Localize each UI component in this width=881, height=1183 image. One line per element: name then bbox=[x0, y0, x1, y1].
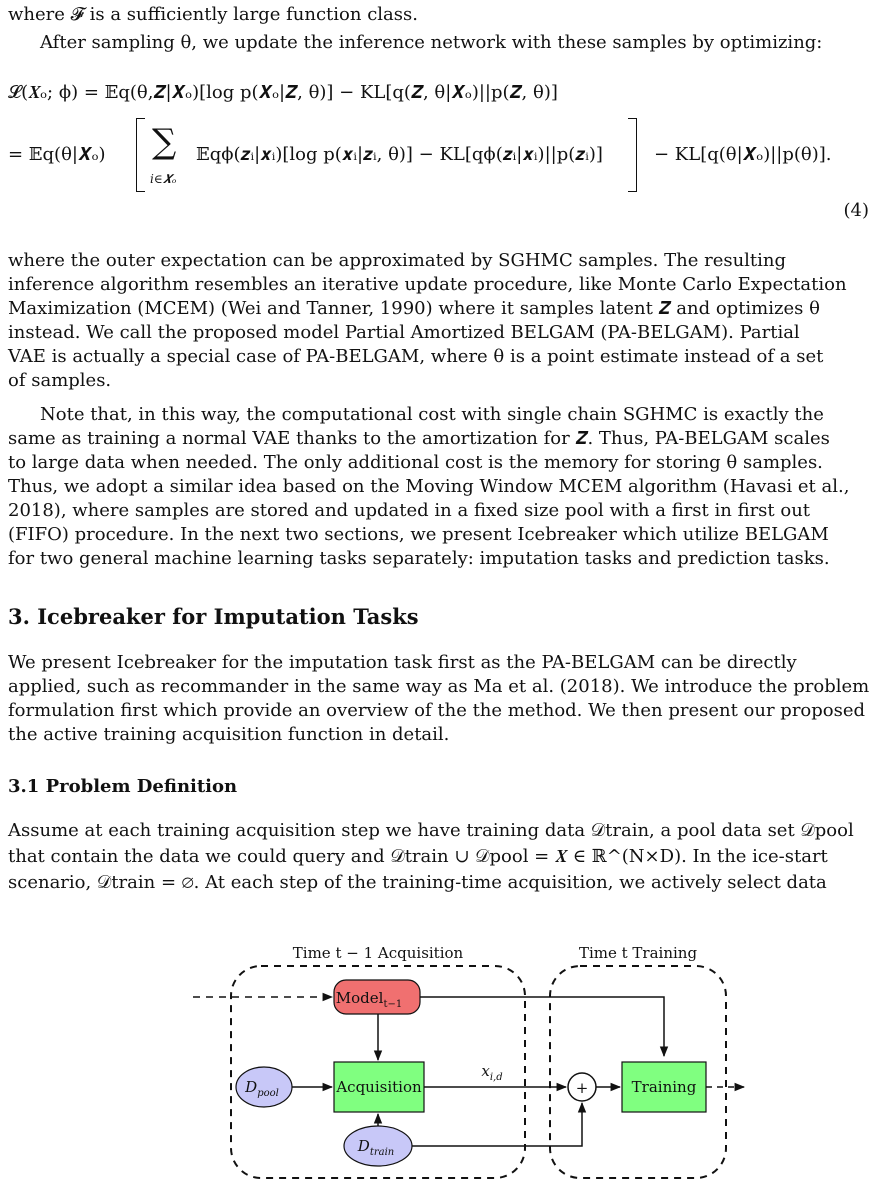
text-line: applied, such as recommander in the same way as Ma et al. (2018). We introduce the problem bbox=[8, 676, 870, 697]
sum-symbol: ∑ bbox=[152, 122, 177, 162]
pool-label: $D_{pool}$ bbox=[245, 1078, 279, 1099]
text-line: of samples. bbox=[8, 370, 112, 391]
model-to-training-arrow bbox=[420, 997, 664, 1056]
section-title: 3. Icebreaker for Imputation Tasks bbox=[8, 604, 419, 629]
equation-line-2-lead: = 𝔼q(θ|𝑿ₒ) bbox=[8, 144, 106, 165]
text-line: inference algorithm resembles an iterative update procedure, like Monte Carlo Expectation bbox=[8, 274, 847, 295]
text-line: instead. We call the proposed model Partial Amortized BELGAM (PA-BELGAM). Partial bbox=[8, 322, 800, 343]
text-line: Maximization (MCEM) (Wei and Tanner, 1990) where it samples latent 𝒁 and optimizes θ bbox=[8, 298, 820, 319]
train-to-plus-arrow bbox=[412, 1103, 582, 1146]
text-line: Thus, we adopt a similar idea based on the Moving Window MCEM algorithm (Havasi et al., bbox=[8, 476, 850, 497]
plus-symbol: + bbox=[575, 1079, 589, 1097]
sum-subscript: i∈𝑿ₒ bbox=[150, 172, 177, 186]
text-line: Note that, in this way, the computational cost with single chain SGHMC is exactly the bbox=[40, 404, 824, 425]
train-label: $D_{train}$ bbox=[357, 1137, 395, 1158]
text-line: where the outer expectation can be approximated by SGHMC samples. The resulting bbox=[8, 250, 787, 271]
text-line: where 𝓕 is a sufficiently large function class. bbox=[8, 4, 418, 25]
text-line: formulation first which provide an overview of the the method. We then present our proposed bbox=[8, 700, 866, 721]
text-line: for two general machine learning tasks separately: imputation tasks and prediction tasks. bbox=[8, 548, 830, 569]
equation-line-1: 𝓛(𝑿ₒ; ϕ) = 𝔼q(θ,𝒁|𝑿ₒ)[log p(𝑿ₒ|𝒁, θ)] − KL[q(𝒁, θ|𝑿ₒ)||p(𝒁, θ)] bbox=[8, 82, 558, 103]
text-line: scenario, 𝒟train = ∅. At each step of the training-time acquisition, we actively select data bbox=[8, 872, 827, 893]
title-left: Time t − 1 Acquisition bbox=[292, 944, 464, 962]
train-node bbox=[344, 1126, 412, 1166]
text-line: After sampling θ, we update the inference network with these samples by optimizing: bbox=[40, 32, 823, 53]
text-line: that contain the data we could query and 𝒟train ∪ 𝒟pool = 𝑿 ∈ ℝ^(N×D). In the ice-start bbox=[8, 846, 828, 867]
equation-line-2-inner: 𝔼qϕ(𝒛ᵢ|𝒙ᵢ)[log p(𝒙ᵢ|𝒛ᵢ, θ)] − KL[qϕ(𝒛ᵢ|𝒙ᵢ)||p(𝒛ᵢ)] bbox=[196, 144, 603, 165]
text-line: the active training acquisition function in detail. bbox=[8, 724, 450, 745]
equation-number: (4) bbox=[843, 200, 869, 221]
title-right: Time t Training bbox=[578, 944, 698, 962]
acquisition-label: Acquisition bbox=[336, 1078, 422, 1096]
model-label: Model$_{t-1}$ bbox=[335, 989, 403, 1010]
text-line: We present Icebreaker for the imputation task first as the PA-BELGAM can be directly bbox=[8, 652, 797, 673]
edge-label: $x_{i,d}$ bbox=[481, 1062, 503, 1083]
text-line: (FIFO) procedure. In the next two sections, we present Icebreaker which utilize BELGAM bbox=[8, 524, 829, 545]
subsection-title: 3.1 Problem Definition bbox=[8, 776, 238, 797]
text-line: VAE is actually a special case of PA-BELGAM, where θ is a point estimate instead of a set bbox=[8, 346, 824, 367]
text-line: Assume at each training acquisition step we have training data 𝒟train, a pool data set 𝒟pool bbox=[8, 820, 854, 841]
text-line: to large data when needed. The only additional cost is the memory for storing θ samples. bbox=[8, 452, 823, 473]
text-line: 2018), where samples are stored and updated in a fixed size pool with a first in first out bbox=[8, 500, 811, 521]
equation-line-2-tail: − KL[q(θ|𝑿ₒ)||p(θ)]. bbox=[654, 144, 832, 165]
training-label: Training bbox=[631, 1078, 697, 1096]
text-line: same as training a normal VAE thanks to the amortization for 𝒁. Thus, PA-BELGAM scales bbox=[8, 428, 830, 449]
